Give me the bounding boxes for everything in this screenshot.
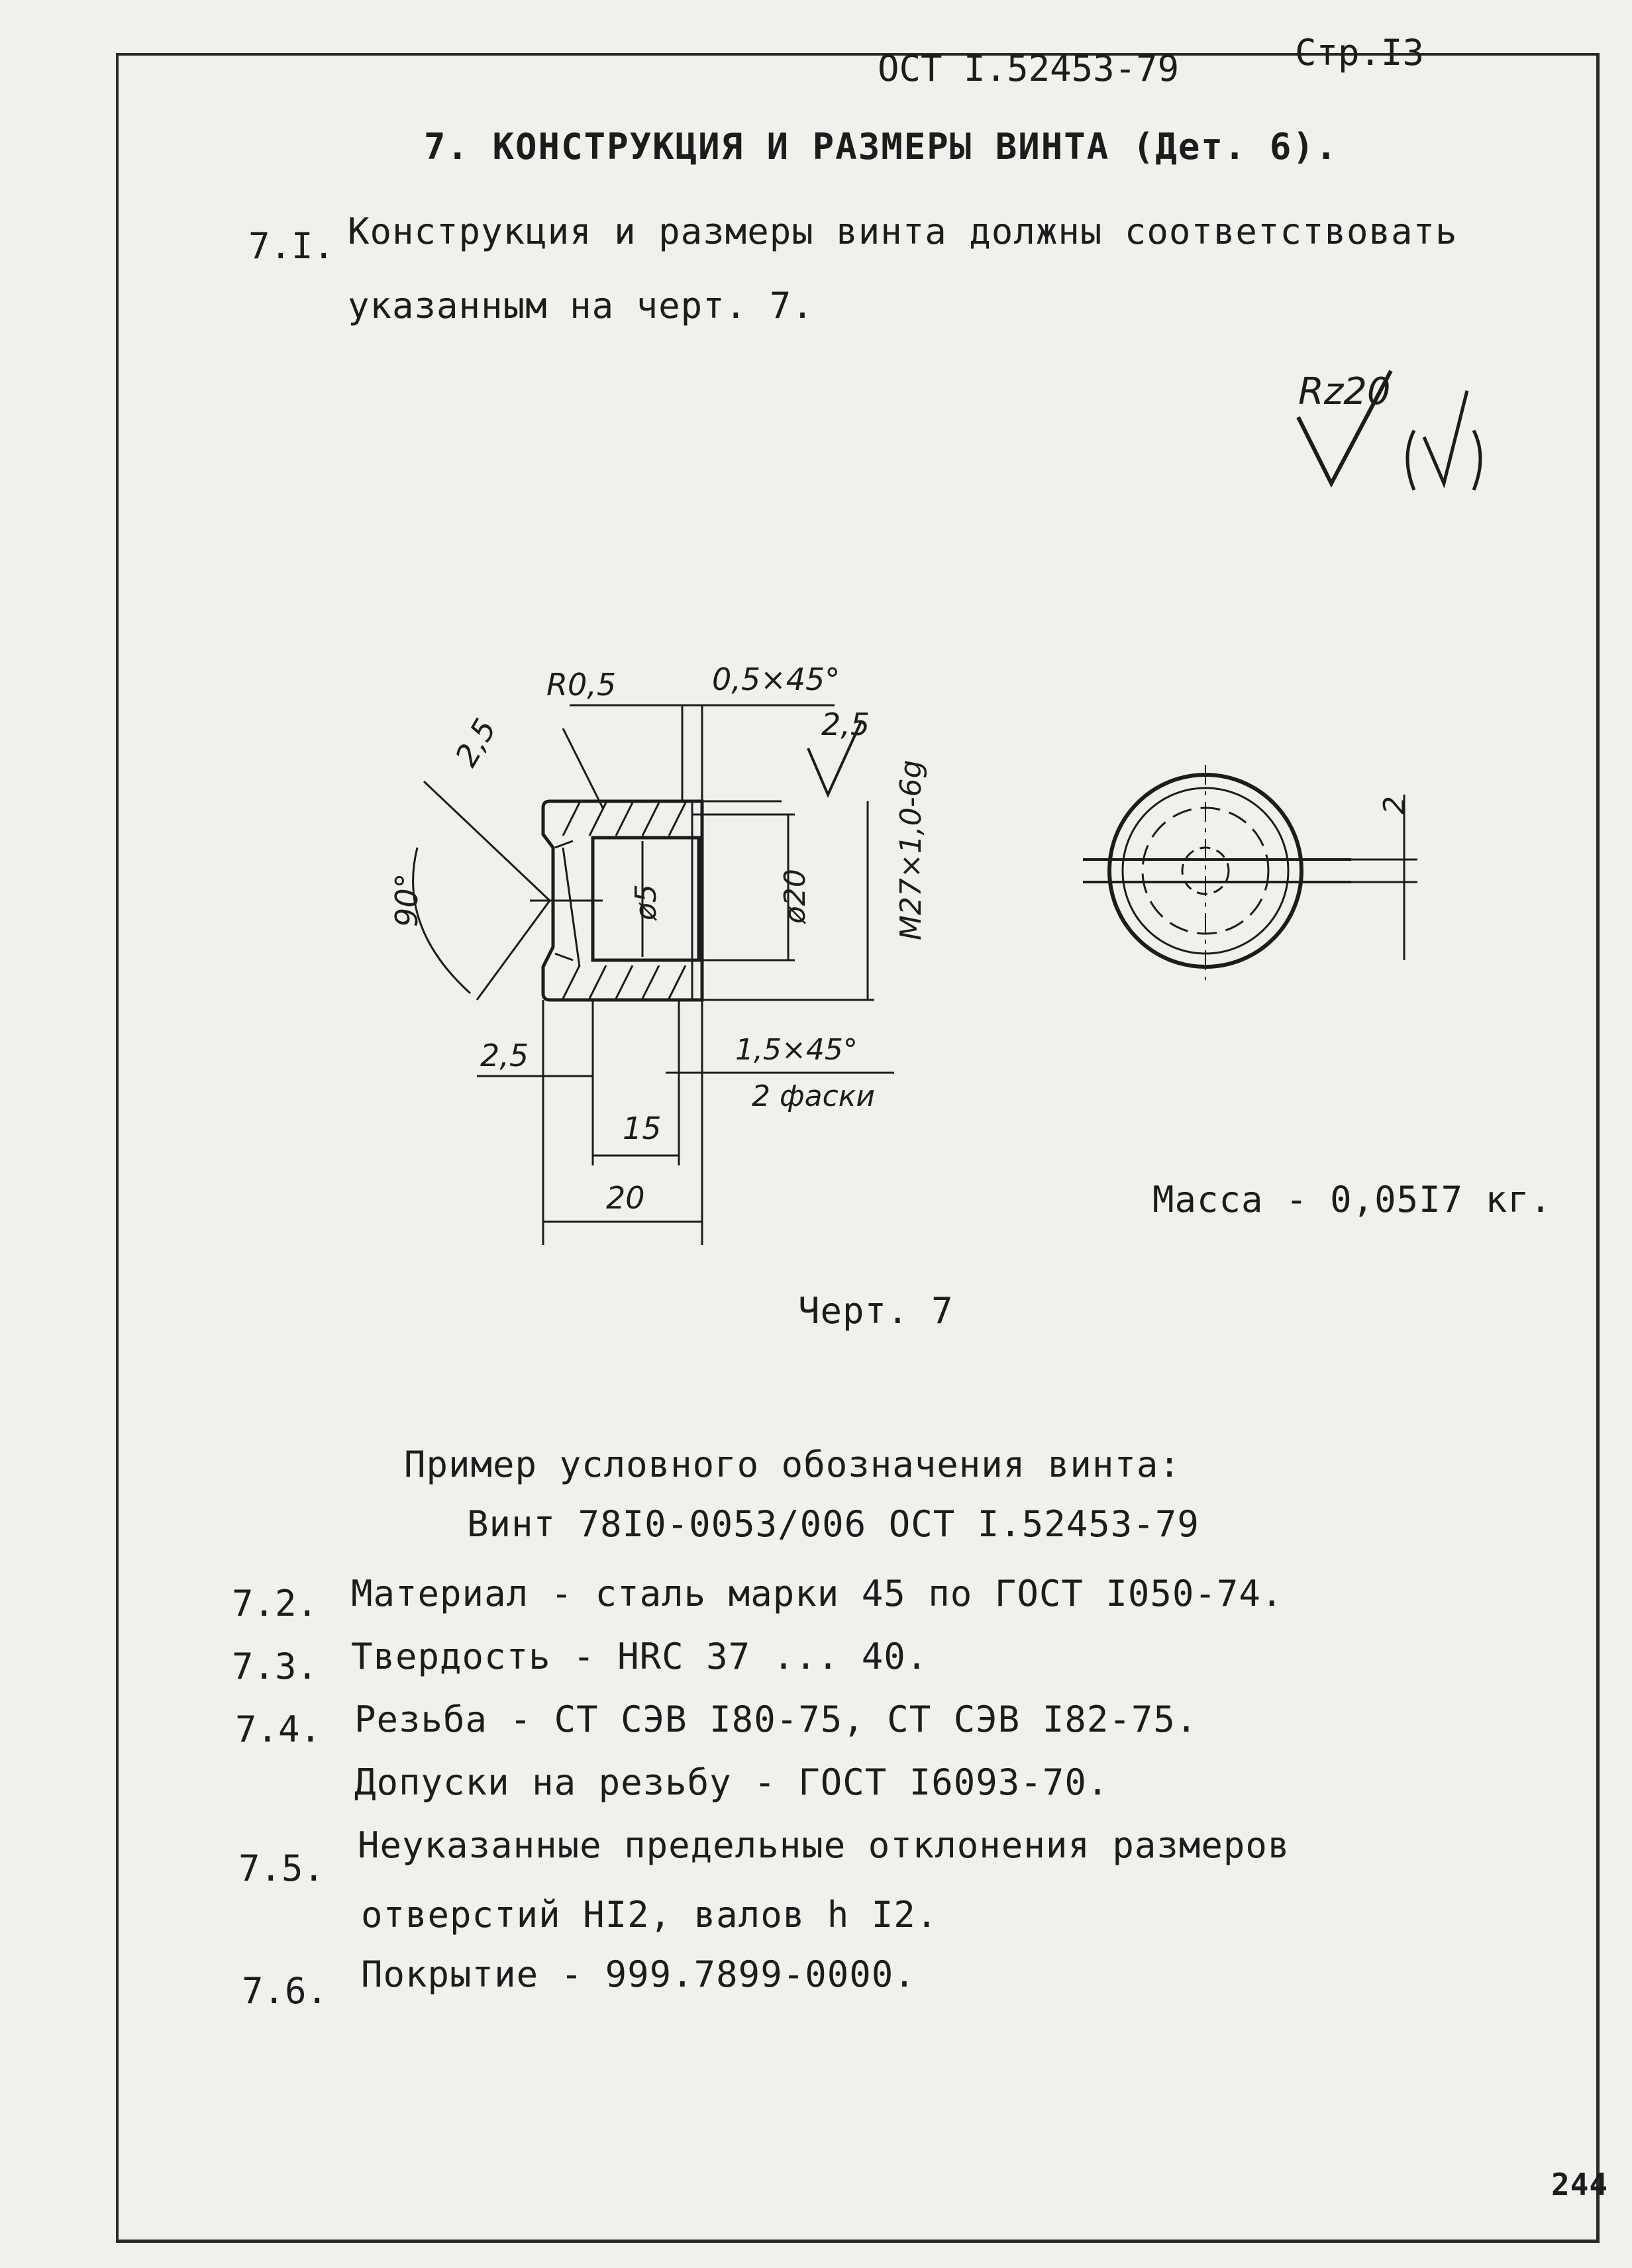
screw-end-view — [1073, 755, 1431, 993]
dim-angle: 90° — [389, 873, 425, 927]
dim-thread: M27×1,0-6g — [894, 760, 928, 940]
standard-number: ОСТ I.52453-79 — [878, 48, 1180, 89]
page-indicator: Стр.I3 — [1295, 32, 1425, 74]
figure-caption: Черт. 7 — [798, 1290, 954, 1332]
clause-7-1-line2: указанным на черт. 7. — [348, 285, 814, 326]
page-number: 244 — [1551, 2167, 1609, 2202]
dim-chamfer-note: 2 фаски — [752, 1079, 875, 1113]
dim-roughness-25: 2,5 — [821, 707, 870, 742]
dim-d5: ø5 — [629, 884, 663, 920]
clause-number: 7.4. — [235, 1708, 322, 1750]
dim-left-25: 2,5 — [448, 713, 503, 773]
clause-number: 7.6. — [242, 1970, 329, 2012]
dim-chamfer-top: 0,5×45° — [712, 662, 841, 697]
dim-r05: R0,5 — [546, 667, 617, 703]
roughness-symbol — [1285, 358, 1497, 503]
dim-d20: ø20 — [778, 869, 812, 924]
clause-text: Покрытие - 999.7899-0000. — [361, 1953, 916, 1995]
dim-len-20: 20 — [606, 1180, 645, 1216]
mass-value: Масса - 0,05I7 кг. — [1152, 1179, 1553, 1220]
example-designation: Винт 78I0-0053/006 ОСТ I.52453-79 — [467, 1503, 1199, 1545]
example-title: Пример условного обозначения винта: — [404, 1444, 1181, 1485]
screw-side-view — [344, 649, 941, 1258]
clause-number: 7.2. — [232, 1583, 319, 1624]
clause-7-1-line1: Конструкция и размеры винта должны соответствовать — [348, 211, 1458, 252]
section-title: 7. КОНСТРУКЦИЯ И РАЗМЕРЫ ВИНТА (Дет. 6). — [424, 126, 1339, 168]
clause-text: Резьба - СТ СЭВ I80-75, СТ СЭВ I82-75. — [354, 1699, 1198, 1740]
clause-text: отверстий HI2, валов h I2. — [361, 1894, 939, 1936]
roughness-label: Rz20 — [1298, 370, 1391, 413]
clause-text: Твердость - HRC 37 ... 40. — [351, 1636, 929, 1677]
dim-len-15: 15 — [623, 1110, 662, 1146]
clause-text: Допуски на резьбу - ГОСТ I6093-70. — [354, 1761, 1109, 1803]
clause-text: Неуказанные предельные отклонения размеров — [358, 1824, 1290, 1866]
clause-number: 7.3. — [232, 1646, 319, 1687]
clause-text: Материал - сталь марки 45 по ГОСТ I050-74. — [351, 1573, 1284, 1614]
clause-number-7-1: 7.I. — [248, 225, 335, 267]
dim-chamfer-bottom: 1,5×45° — [735, 1033, 858, 1067]
dim-bottom-25: 2,5 — [480, 1038, 529, 1073]
dim-slot-2: 2 — [1378, 796, 1411, 814]
clause-number: 7.5. — [238, 1848, 325, 1889]
